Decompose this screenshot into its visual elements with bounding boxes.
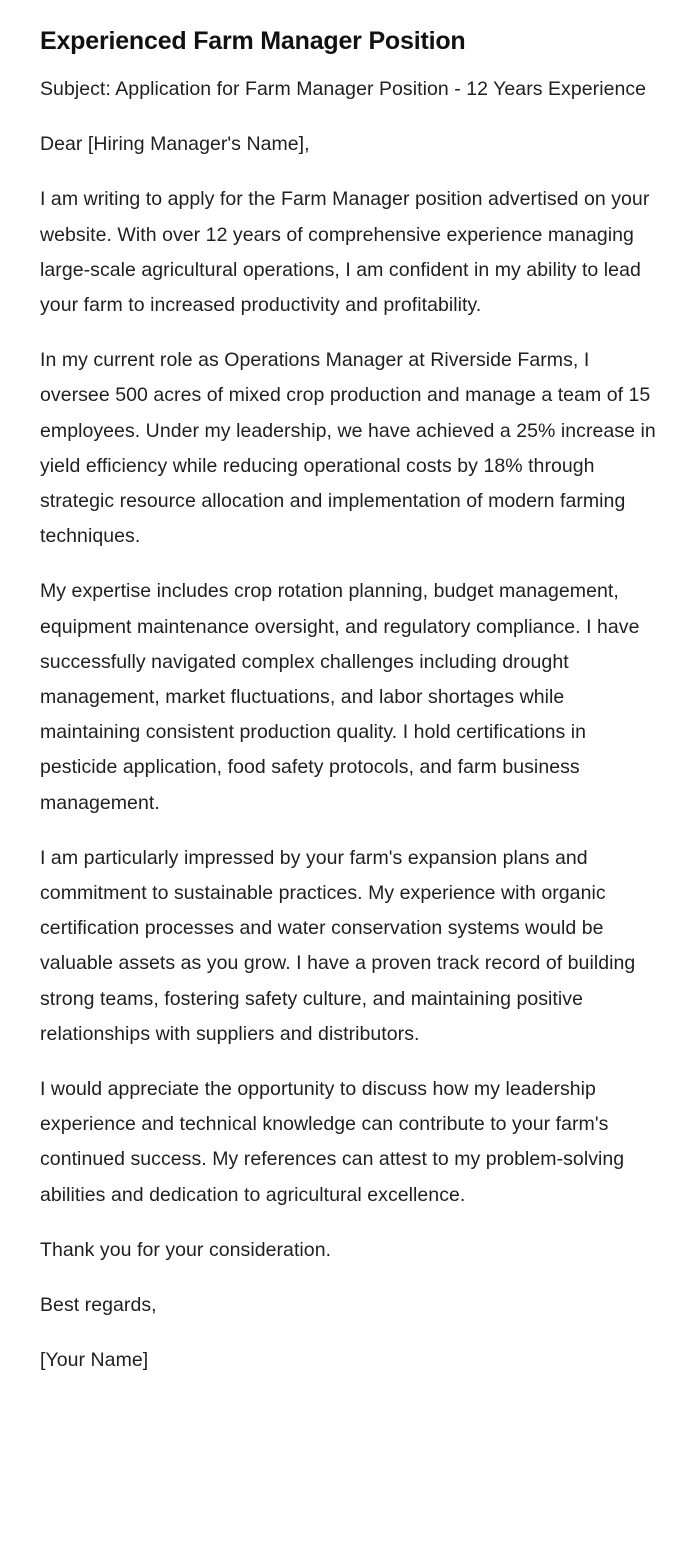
body-paragraph-intro: I am writing to apply for the Farm Manager position advertised on your website. With over 12 years of comprehensive experience managing large-scale agricultural operations, I am confident in my ability to lead your farm to increased productivity and profitability. xyxy=(40,188,650,317)
body-paragraph-current-role: In my current role as Operations Manager at Riverside Farms, I oversee 500 acres of mixed crop production and manage a team of 15 employees. Under my leadership, we have achieved a 25% increase in yield efficiency while reducing operational costs by 18% through strategic resource allocation and implementation of modern farming techniques. xyxy=(40,349,656,548)
subject-line: Subject: Application for Farm Manager Position - 12 Years Experience xyxy=(40,78,647,100)
body-paragraph-closing: I would appreciate the opportunity to discuss how my leadership experience and technical knowledge can contribute to your farm's continued success. My references can attest to my problem-solving abilities and dedication to agricultural excellence. xyxy=(40,1078,625,1206)
sign-off: Best regards, xyxy=(40,1294,157,1317)
closing-thanks: Thank you for your consideration. xyxy=(40,1238,332,1261)
signature: [Your Name] xyxy=(40,1349,149,1372)
body-paragraph-expertise: My expertise includes crop rotation planning, budget management, equipment maintenance oversight, and regulatory compliance. I have successfully navigated complex challenges including drought management, market fluctuations, and labor shortages while maintaining consistent production quality. I hold certifications in pesticide application, food safety protocols, and farm business management. xyxy=(40,580,640,814)
salutation: Dear [Hiring Manager's Name], xyxy=(40,133,310,156)
body-paragraph-interest: I am particularly impressed by your farm's expansion plans and commitment to sustainable practices. My experience with organic certification processes and water conservation systems would be valuable assets as you grow. I have a proven track record of building strong teams, fostering safety culture, and maintaining positive relationships with suppliers and distributors. xyxy=(40,846,636,1045)
page-title: Experienced Farm Manager Position xyxy=(40,27,466,55)
